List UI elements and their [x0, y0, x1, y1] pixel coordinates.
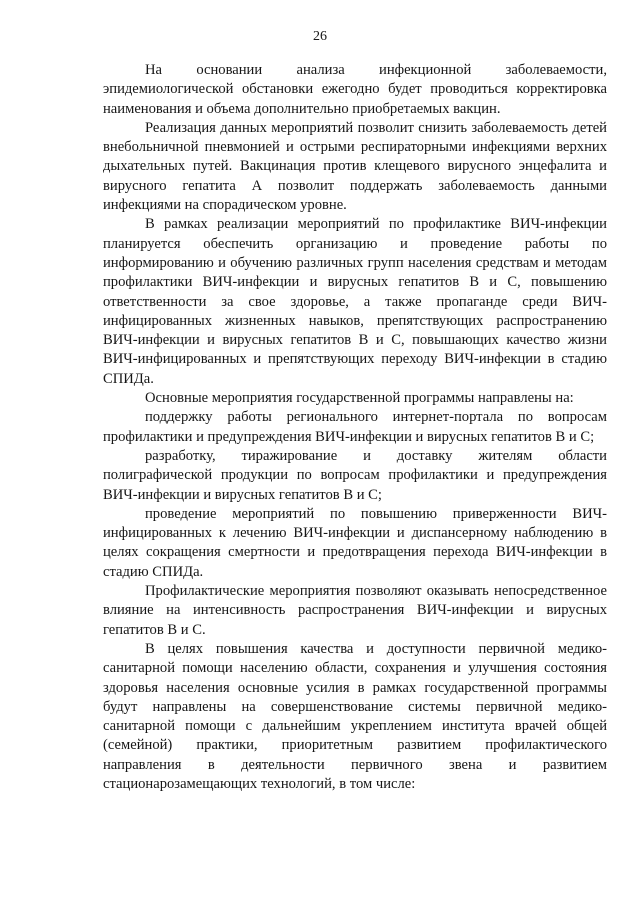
paragraph-internet-portal: поддержку работы регионального интернет-портала по вопросам профилактики и предупреждения ВИЧ-инфекции и вирусных гепатитов В и С;	[103, 409, 607, 445]
paragraph-hiv-prevention: В рамках реализации мероприятий по профилактике ВИЧ-инфекции планируется обеспечить организацию и проведение работы по информированию и обучению различных групп населения средствам и методам профилактики ВИЧ-инфекции и вирусных гепатитов В и С, повышению ответственности за свое здоровье, а также пропаганде среди ВИЧ-инфицированных жизненных навыков, препятствующих распространению ВИЧ-инфекции и вирусных гепатитов В и С, повышающих качество жизни ВИЧ-инфицированных и препятствующих переходу ВИЧ-инфекции в стадию СПИДа.	[103, 216, 607, 387]
paragraph-main-measures: Основные мероприятия государственной программы направлены на:	[145, 390, 574, 407]
paragraph-treatment-adherence: проведение мероприятий по повышению приверженности ВИЧ-инфицированных к лечению ВИЧ-инфекции и диспансерному наблюдению в целях сокращения смертности и предотвращения перехода ВИЧ-инфекции в стадию СПИДа.	[103, 505, 607, 580]
document-body	[103, 61, 607, 794]
page-number: 26	[313, 29, 327, 44]
paragraph-prevention-impact: Профилактические мероприятия позволяют оказывать непосредственное влияние на интенсивность распространения ВИЧ-инфекции и вирусных гепатитов В и С.	[103, 583, 607, 638]
paragraph-vaccine-correction: На основании анализа инфекционной заболеваемости, эпидемиологической обстановки ежегодно будет проводиться корректировка наименования и объема дополнительно приобретаемых вакцин.	[103, 62, 607, 117]
paragraph-printed-materials: разработку, тиражирование и доставку жителям области полиграфической продукции по вопросам профилактики и предупреждения ВИЧ-инфекции и вирусных гепатитов В и С;	[103, 447, 607, 503]
paragraph-primary-care: В целях повышения качества и доступности первичной медико-санитарной помощи населению области, сохранения и улучшения состояния здоровья населения основные усилия в рамках государственной программы будут направлены на совершенствование системы первичной медико-санитарной помощи с дальнейшим укреплением института врачей общей (семейной) практики, приоритетным развитием профилактического направления в деятельности первичного звена и развитием стационарозамещающих технологий, в том числе:	[103, 640, 607, 792]
paragraph-vaccination-results: Реализация данных мероприятий позволит снизить заболеваемость детей внебольничной пневмонией и острыми респираторными инфекциями верхних дыхательных путей. Вакцинация против клещевого вирусного энцефалита и вирусного гепатита А позволит поддержать заболеваемость данными инфекциями на спорадическом уровне.	[103, 119, 607, 214]
